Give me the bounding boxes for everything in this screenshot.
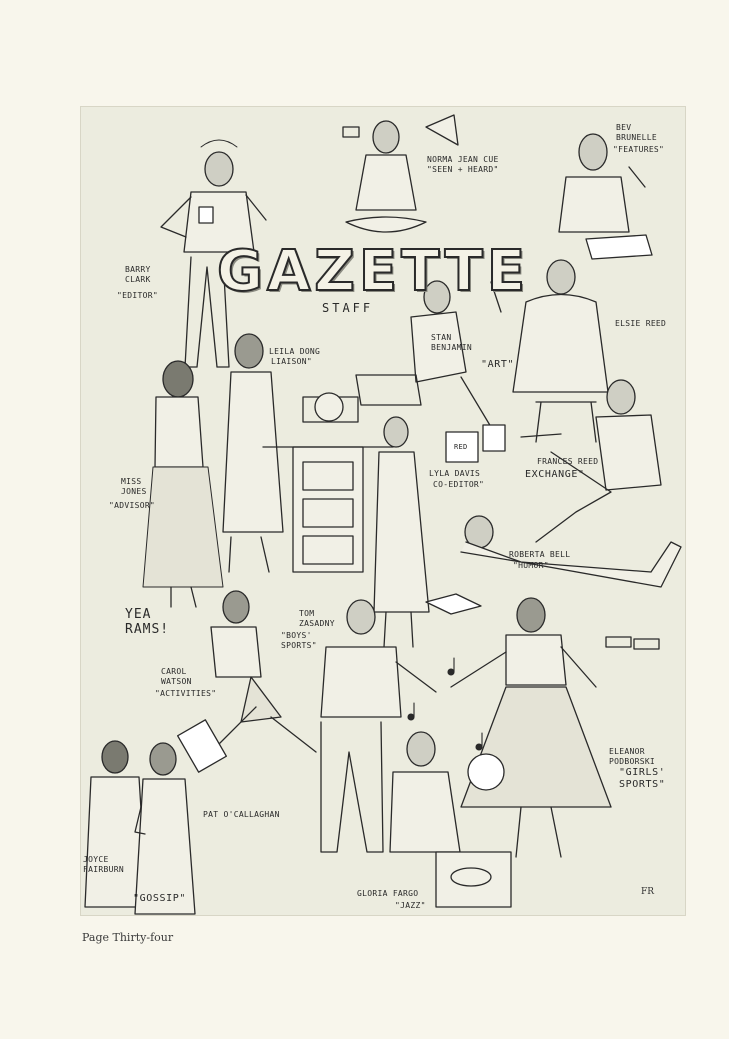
label-leila-dong-name: LEILA DONG bbox=[269, 347, 321, 356]
label-roberta-bell-name: ROBERTA BELL bbox=[509, 550, 571, 559]
figure-leila-dong bbox=[223, 334, 283, 572]
gazette-staff-cartoon bbox=[80, 106, 686, 916]
label-bev-brunelle-name: BEV BRUNELLE bbox=[616, 123, 657, 142]
label-carol-watson-name: CAROL WATSON bbox=[161, 667, 192, 686]
label-tom-zasadny-role: "BOYS' SPORTS" bbox=[281, 631, 317, 650]
figure-carol-watson bbox=[178, 591, 316, 772]
label-barry-clark-role: "EDITOR" bbox=[117, 291, 158, 300]
page-number: Page Thirty-four bbox=[82, 931, 174, 944]
label-norma-jean-cue-role: "SEEN + HEARD" bbox=[427, 165, 499, 174]
label-miss-jones-name: MISS JONES bbox=[121, 477, 147, 496]
label-lyla-davis-role: CO-EDITOR" bbox=[433, 480, 485, 489]
label-eleanor-podborski-role: "GIRLS' SPORTS" bbox=[619, 767, 666, 790]
figure-gloria-fargo bbox=[390, 732, 511, 907]
label-norma-jean-cue-name: NORMA JEAN CUE bbox=[427, 155, 499, 164]
figure-cabinet bbox=[263, 393, 393, 572]
label-carol-watson-role: "ACTIVITIES" bbox=[155, 689, 217, 698]
figure-roberta-bell bbox=[426, 516, 681, 649]
label-frances-reed-role: EXCHANGE" bbox=[525, 469, 585, 480]
figure-miss-jones bbox=[143, 361, 223, 607]
label-stan-benjamin-role: "ART" bbox=[481, 359, 515, 370]
label-roberta-bell-role: "HUMOR" bbox=[513, 561, 549, 570]
label-lyla-davis-name: LYLA DAVIS bbox=[429, 469, 481, 478]
cartoon-illustration bbox=[81, 107, 685, 915]
gazette-title: GAZETTE bbox=[217, 239, 530, 304]
label-leila-dong-role: LIAISON" bbox=[271, 357, 312, 366]
label-stan-benjamin-name: STAN BENJAMIN bbox=[431, 333, 472, 352]
label-gloria-fargo-role: "JAZZ" bbox=[395, 901, 426, 910]
label-eleanor-podborski-name: ELEANOR PODBORSKI bbox=[609, 747, 656, 766]
label-elsie-reed-name: ELSIE REED bbox=[615, 319, 667, 328]
label-miss-jones-role: "ADVISOR" bbox=[109, 501, 156, 510]
label-joyce-fairburn-role: "GOSSIP" bbox=[133, 893, 186, 904]
label-frances-reed-name: FRANCES REED bbox=[537, 457, 599, 466]
paint-can-label: RED bbox=[454, 443, 468, 451]
yea-rams-cheer: YEA RAMS! bbox=[125, 607, 170, 637]
label-pat-ocallaghan-name: PAT O'CALLAGHAN bbox=[203, 810, 280, 819]
staff-subtitle: STAFF bbox=[322, 301, 374, 315]
figure-pat-ocallaghan bbox=[135, 743, 195, 914]
label-bev-brunelle-role: "FEATURES" bbox=[613, 145, 665, 154]
label-barry-clark-name: BARRY CLARK bbox=[125, 265, 151, 284]
label-joyce-fairburn-name: JOYCE FAIRBURN bbox=[83, 855, 124, 874]
artist-initials: FR bbox=[641, 887, 655, 897]
label-tom-zasadny-name: TOM ZASADNY bbox=[299, 609, 335, 628]
figure-lyla-davis bbox=[374, 417, 429, 647]
label-gloria-fargo-name: GLORIA FARGO bbox=[357, 889, 419, 898]
figure-stan-benjamin bbox=[356, 281, 505, 462]
figure-eleanor-podborski bbox=[451, 598, 611, 857]
